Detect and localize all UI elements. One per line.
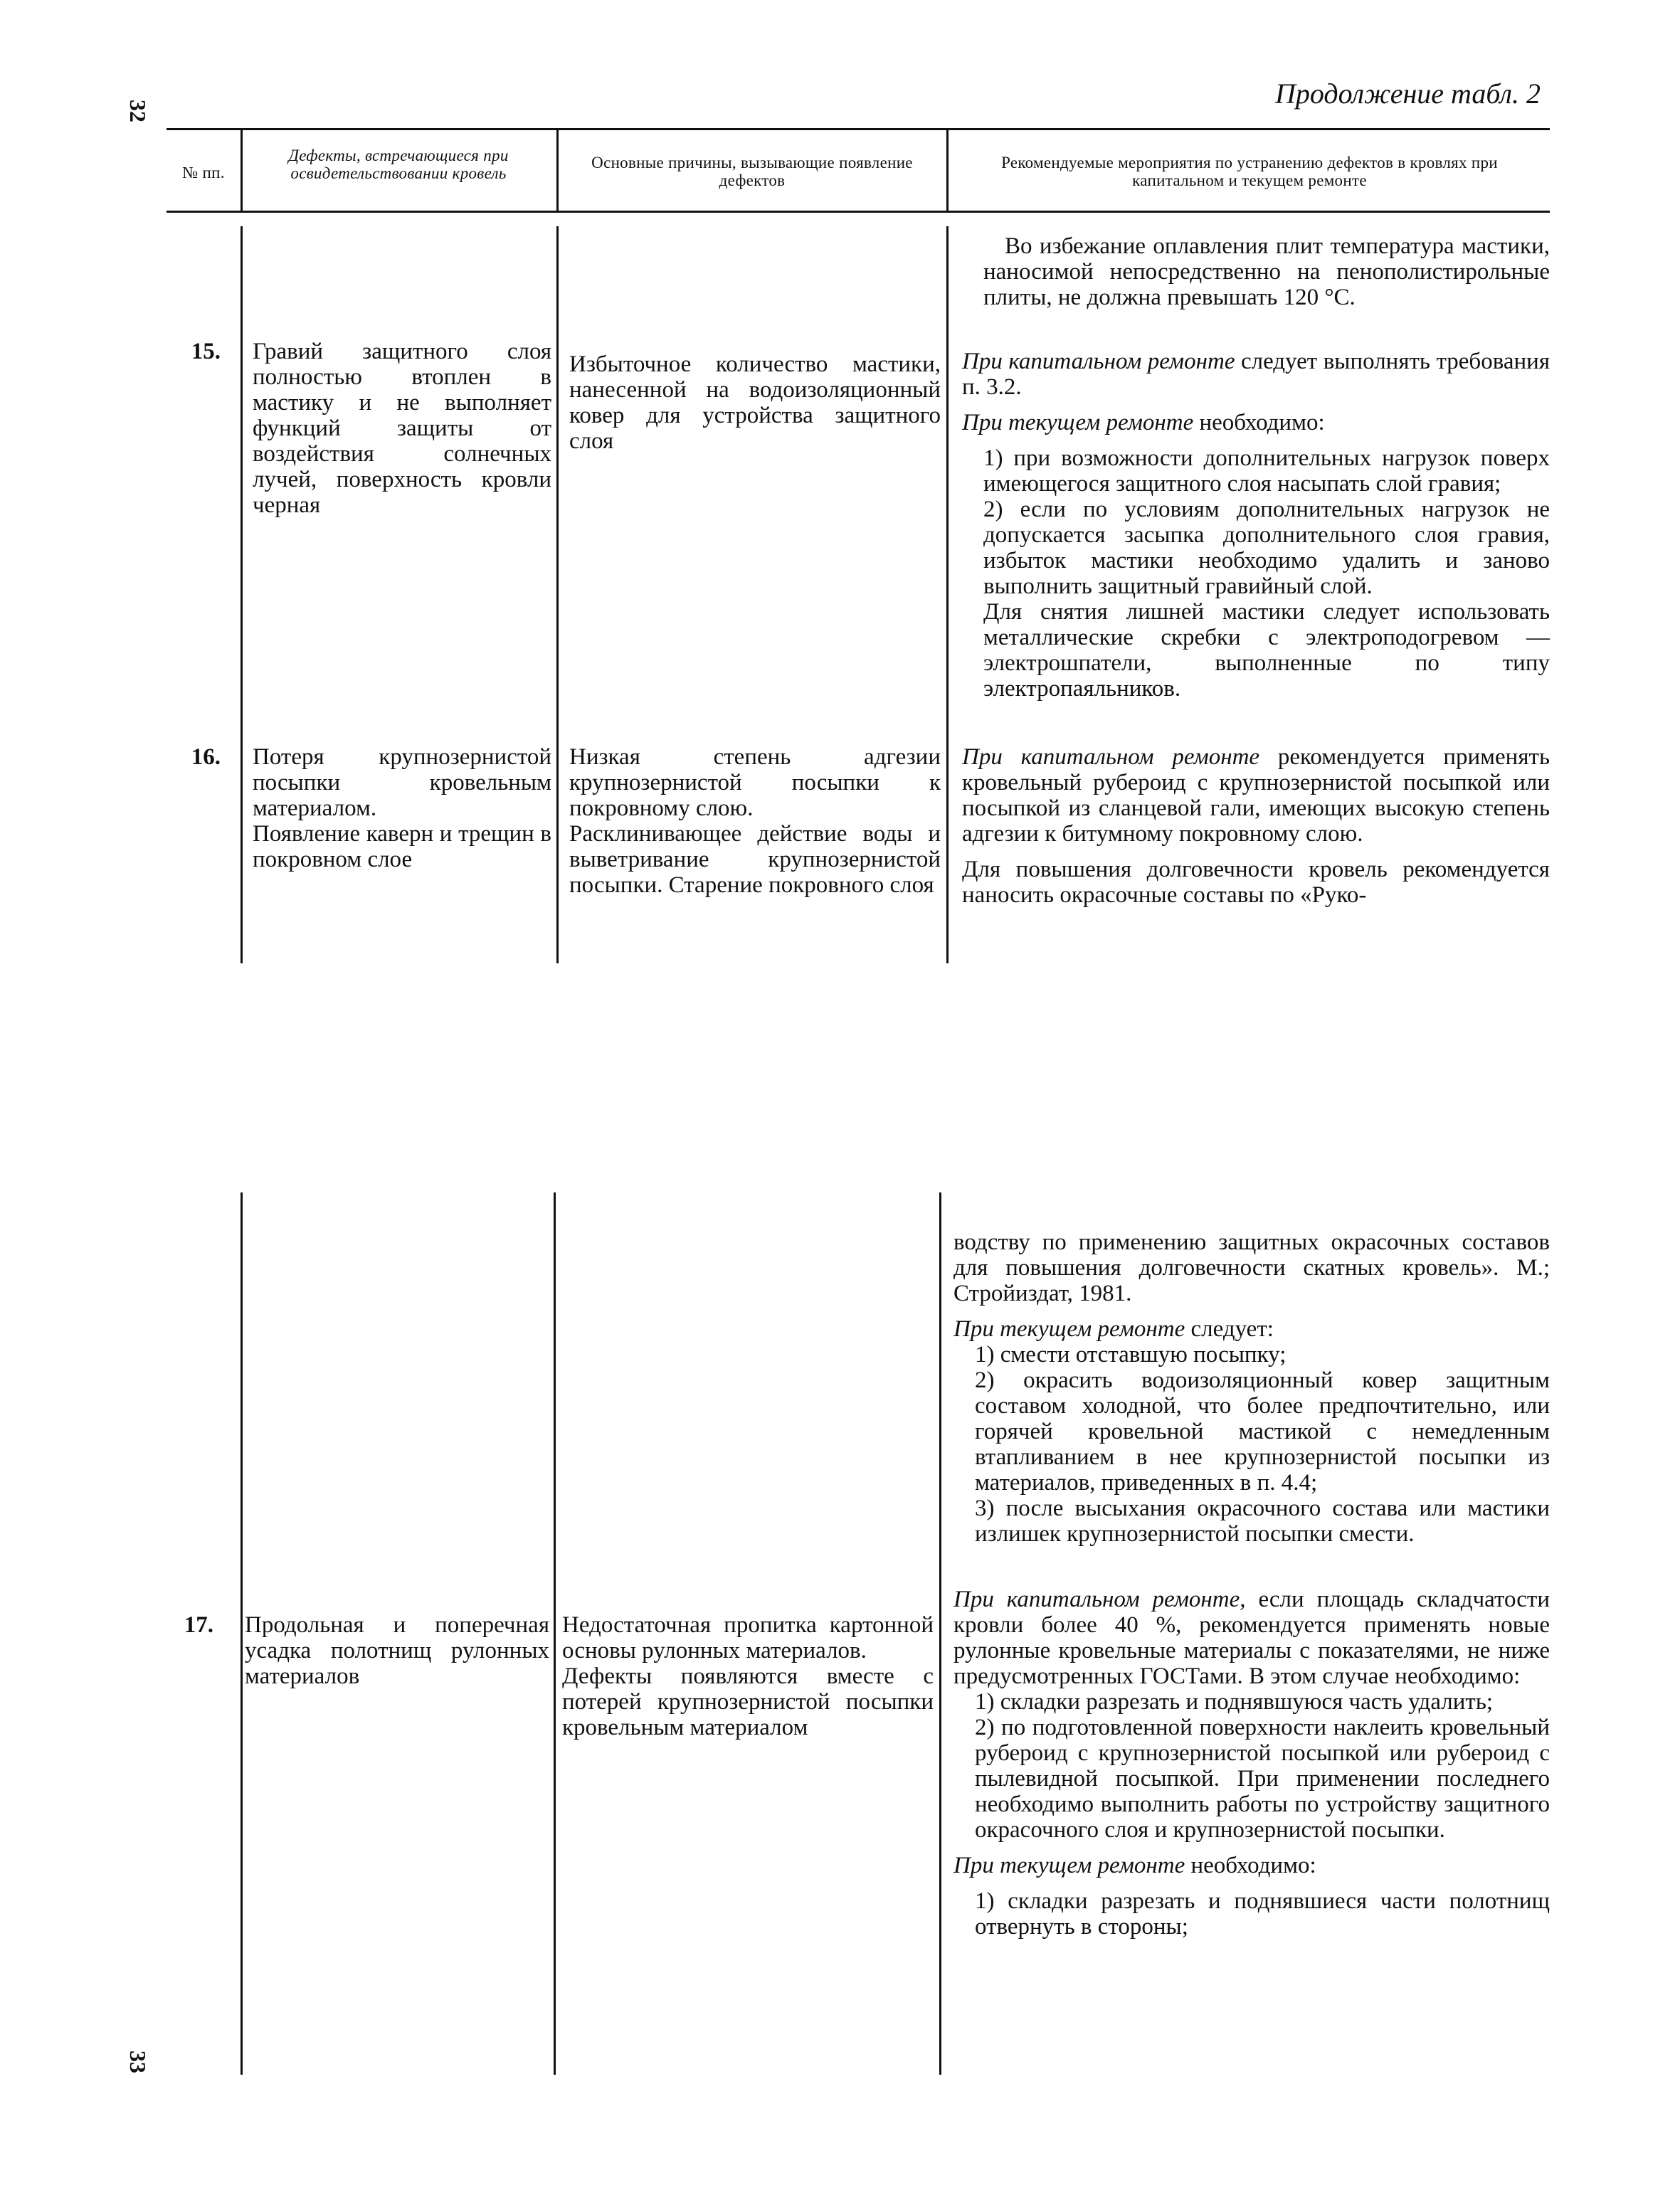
- row15-measure-capital: [962, 349, 1550, 400]
- upper-col-line-1: [241, 226, 243, 963]
- row17-measure-capital: [953, 1587, 1550, 1689]
- row17-measure-capital-lead: При капитальном ремонте,: [953, 1587, 1246, 1612]
- row16-measures: [962, 744, 1550, 908]
- page-number-bottom: 33: [125, 2051, 151, 2073]
- measures-carry-bottom: [953, 1229, 1550, 1547]
- row17-cause: [562, 1612, 934, 1740]
- carry-bottom-step-2: 2) окрасить водоизоляционный ковер защитным составом холодной, что более предпочтительно, или горячей кровельной мастикой с немедленным втапливанием в нее крупнозернистой посыпки из материалов, приведенных в п. 4.4;: [975, 1367, 1550, 1496]
- carry-bottom-guide: водству по применению защитных окрасочных составов для повышения долговечности скатных кровель». М.; Стройиздат, 1981.: [953, 1229, 1550, 1306]
- row15-measures: [962, 349, 1550, 702]
- header-no: № пп.: [182, 164, 225, 181]
- header-col-divider-1: [241, 130, 243, 211]
- carry-bottom-current-lead: При текущем ремонте: [953, 1316, 1185, 1342]
- row15-measure-step-2: 2) если по условиям дополнительных нагрузок не допускается засыпка дополнительного слоя гравия, избыток мастики необходимо удалить и заново выполнить защитный гравийный слой.: [983, 497, 1550, 599]
- row16-defect: [253, 744, 551, 872]
- row17-measure-step-3: 1) складки разрезать и поднявшиеся части полотнищ отвернуть в стороны;: [975, 1888, 1550, 1940]
- lower-col-line-3: [939, 1192, 941, 2075]
- table-continuation-title: Продолжение табл. 2: [1274, 78, 1541, 110]
- header-causes: Основные причины, вызывающие появление дефектов: [591, 154, 913, 189]
- row15-measure-current-lead: При текущем ремонте: [962, 410, 1194, 435]
- carry-bottom-current: [953, 1316, 1550, 1342]
- carry-top-paragraph: Во избежание оплавления плит температура мастики, наносимой непосредственно на пенополистирольные плиты, не должна превышать 120 °С.: [983, 233, 1550, 310]
- row16-measure-capital: [962, 744, 1550, 847]
- row16-cause-2: Расклинивающее действие воды и выветривание крупнозернистой посыпки. Старение покровного слоя: [569, 821, 941, 898]
- header-col-divider-3: [946, 130, 949, 211]
- header-measures: Рекомендуемые мероприятия по устранению дефектов в кровлях при капитальном и текущем ремонте: [1001, 154, 1498, 189]
- measures-carry-top: [983, 233, 1550, 310]
- carry-bottom-step-3: 3) после высыхания окрасочного состава или мастики излишек крупнозернистой посыпки смести.: [975, 1496, 1550, 1547]
- row16-measure-capital-text: рекомендуется применять кровельный рубероид с крупнозернистой посыпкой или посыпкой из сланцевой гали, имеющих высокую степень адгезии к битумному покровному слою.: [962, 744, 1550, 847]
- row15-measure-current: [962, 410, 1550, 435]
- carry-bottom-step-1: 1) смести отставшую посыпку;: [975, 1342, 1287, 1367]
- row15-measure-capital-text: следует выполнять требования п. 3.2.: [962, 349, 1550, 400]
- row16-measure-durability: Для повышения долговечности кровель рекомендуется наносить окрасочные составы по «Руко-: [962, 857, 1550, 908]
- row15-measure-note: Для снятия лишней мастики следует использовать металлические скребки с электроподогревом — электрошпатели, выполненные по типу электропаяльников.: [983, 599, 1550, 702]
- upper-col-line-2: [556, 226, 559, 963]
- row17-measures: [953, 1587, 1550, 1940]
- page-number-top: 32: [125, 100, 151, 122]
- row17-defect: Продольная и поперечная усадка полотнищ рулонных материалов: [245, 1612, 549, 1689]
- row17-measure-step-2: 2) по подготовленной поверхности наклеить кровельный рубероид с крупнозернистой посыпкой или рубероид с пылевидной посыпкой. При применении последнего необходимо выполнить работы по устройству защитного окрасочного слоя и крупнозернистой посыпки.: [975, 1715, 1550, 1843]
- lower-col-line-2: [554, 1192, 556, 2075]
- row15-defect: Гравий защитного слоя полностью втоплен в мастику и не выполняет функций защиты от воздействия солнечных лучей, поверхность кровли черная: [253, 339, 551, 518]
- row17-cause-1: Недостаточная пропитка картонной основы рулонных материалов.: [562, 1612, 934, 1663]
- row17-measure-step-1: 1) складки разрезать и поднявшуюся часть удалить;: [975, 1689, 1494, 1715]
- row16-cause: [569, 744, 941, 898]
- carry-bottom-current-text: следует:: [1185, 1316, 1274, 1342]
- row17-measure-current-lead: При текущем ремонте: [953, 1853, 1185, 1878]
- row15-number: 15.: [191, 339, 221, 364]
- row16-defect-1: Потеря крупнозернистой посыпки кровельным материалом.: [253, 744, 551, 821]
- row15-measure-current-text: необходимо:: [1193, 410, 1325, 435]
- row17-measure-current: [953, 1853, 1550, 1878]
- row17-number: 17.: [184, 1612, 213, 1638]
- row15-measure-step-1: 1) при возможности дополнительных нагрузок поверх имеющегося защитного слоя насыпать слой гравия;: [983, 445, 1550, 497]
- row16-measure-capital-lead: При капитальном ремонте: [962, 744, 1260, 770]
- header-top-rule: [167, 128, 1550, 130]
- row17-measure-current-text: необходимо:: [1185, 1853, 1316, 1878]
- header-bottom-rule: [167, 211, 1550, 213]
- row17-cause-2: Дефекты появляются вместе с потерей крупнозернистой посыпки кровельным материалом: [562, 1663, 934, 1740]
- row15-measure-capital-lead: При капитальном ремонте: [962, 349, 1235, 374]
- row16-defect-2: Появление каверн и трещин в покровном слое: [253, 821, 551, 872]
- lower-col-line-1: [241, 1192, 243, 2075]
- header-defects: Дефекты, встречающиеся при освидетельствовании кровель: [288, 147, 509, 182]
- row16-number: 16.: [191, 744, 221, 770]
- row16-cause-1: Низкая степень адгезии крупнозернистой посыпки к покровному слою.: [569, 744, 941, 821]
- header-col-divider-2: [556, 130, 559, 211]
- row17-measure-capital-text: если площадь складчатости кровли более 40 %, рекомендуется применять новые рулонные кровельные материалы с показателями, не ниже предусмотренных ГОСТами. В этом случае необходимо:: [953, 1587, 1550, 1689]
- upper-col-line-3: [946, 226, 949, 963]
- row15-cause: Избыточное количество мастики, нанесенной на водоизоляционный ковер для устройства защитного слоя: [569, 351, 941, 454]
